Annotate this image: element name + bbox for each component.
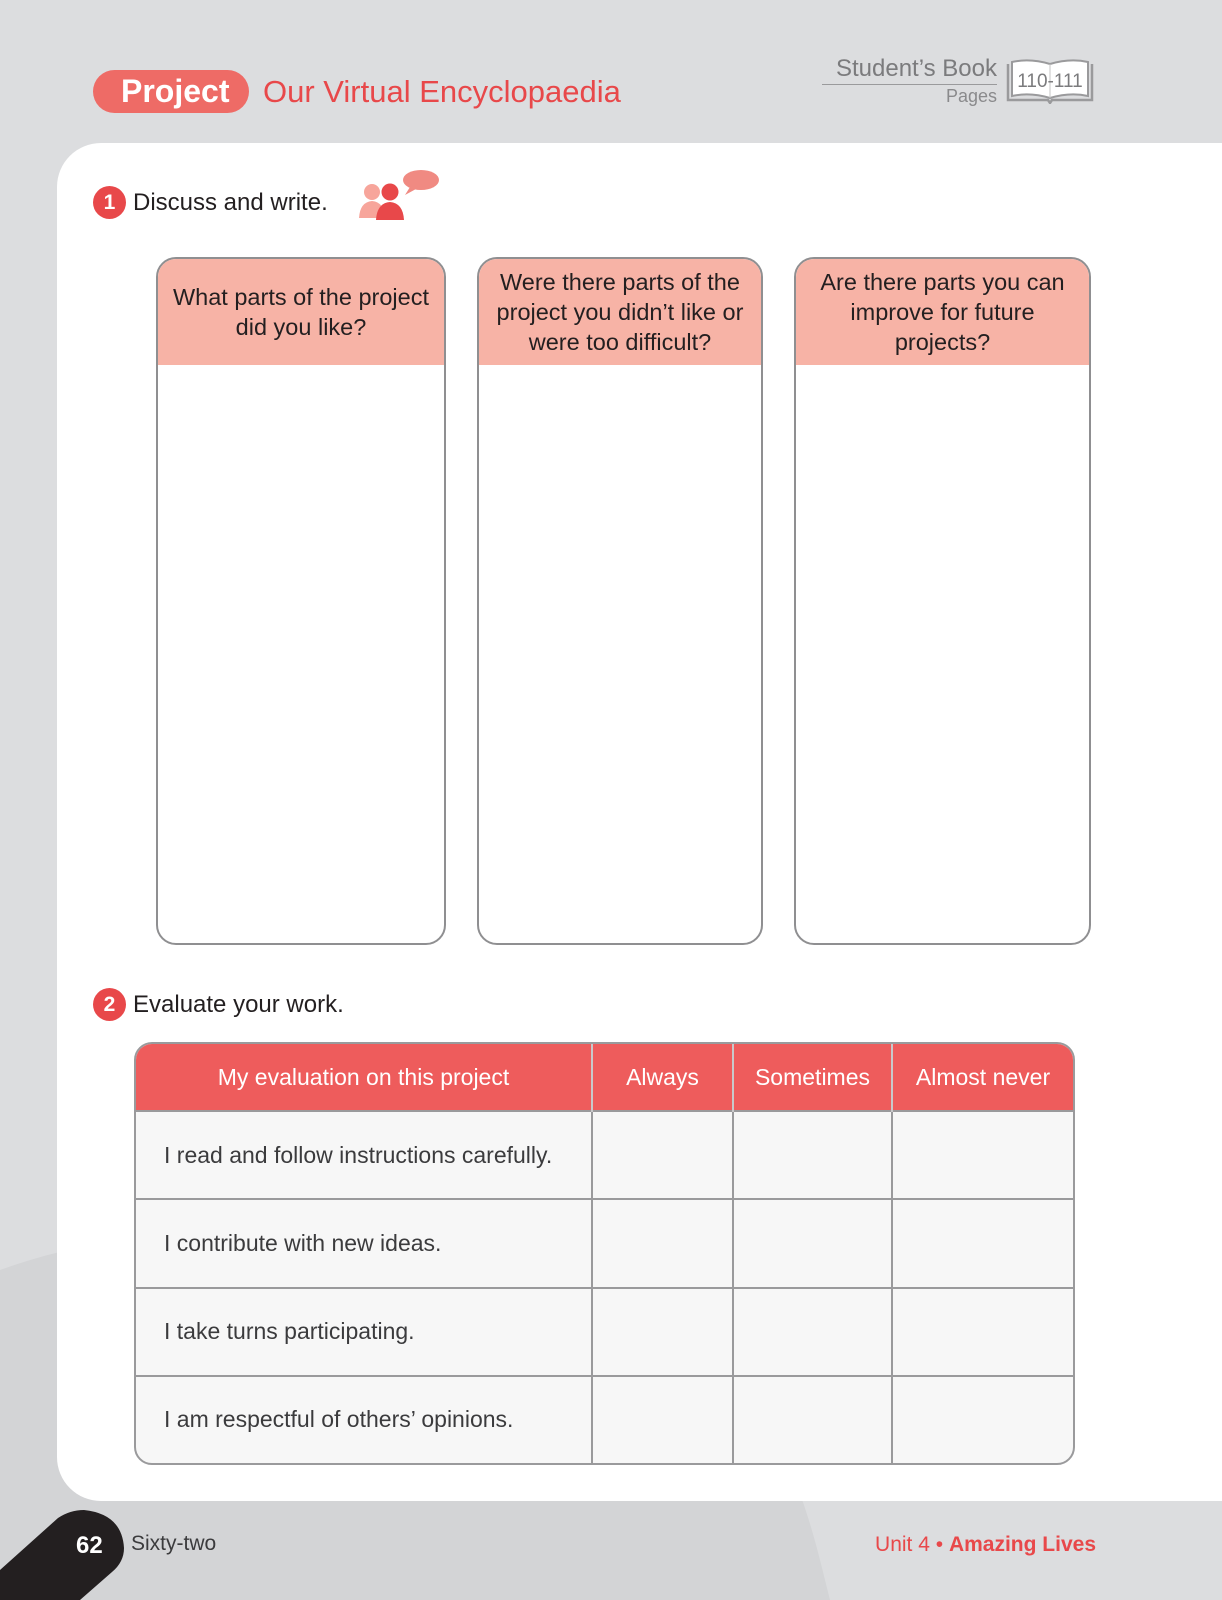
- project-label: Project: [93, 70, 249, 113]
- students-book-label: Student’s Book: [822, 55, 997, 85]
- always-cell[interactable]: [592, 1376, 733, 1463]
- pages-label: Pages: [945, 86, 997, 106]
- section-2-heading: [93, 988, 344, 1021]
- almost-never-cell[interactable]: [892, 1111, 1073, 1199]
- column-header-sometimes: Sometimes: [733, 1044, 892, 1111]
- criteria-cell: I read and follow instructions carefully.: [136, 1111, 592, 1199]
- section-2-instruction: Evaluate your work.: [133, 990, 344, 1018]
- always-cell[interactable]: [592, 1111, 733, 1199]
- criteria-cell: I take turns participating.: [136, 1288, 592, 1376]
- table-row: [136, 1199, 1073, 1287]
- section-number-badge: 2: [93, 988, 126, 1021]
- sometimes-cell[interactable]: [733, 1288, 892, 1376]
- question-header: What parts of the project did you like?: [158, 259, 444, 365]
- page-number: 62: [76, 1532, 103, 1559]
- unit-label: [875, 1533, 1096, 1557]
- question-column-disliked: [477, 257, 763, 945]
- question-header: Are there parts you can improve for future projects?: [796, 259, 1089, 365]
- question-column-improve: [794, 257, 1091, 945]
- pages-range: 110-111: [1017, 71, 1083, 92]
- students-book-reference: [822, 55, 997, 107]
- sometimes-cell[interactable]: [733, 1199, 892, 1287]
- project-title: Our Virtual Encyclopaedia: [263, 74, 621, 109]
- table-row: [136, 1376, 1073, 1463]
- question-header: Were there parts of the project you didn’t like or were too difficult?: [479, 259, 761, 365]
- sometimes-cell[interactable]: [733, 1376, 892, 1463]
- almost-never-cell[interactable]: [892, 1199, 1073, 1287]
- evaluation-table: [134, 1042, 1075, 1465]
- question-column-liked: [156, 257, 446, 945]
- section-number-badge: 1: [93, 186, 126, 219]
- almost-never-cell[interactable]: [892, 1376, 1073, 1463]
- table-header-row: [136, 1044, 1073, 1111]
- column-header-criteria: My evaluation on this project: [136, 1044, 592, 1111]
- page-number-tab: [0, 1510, 130, 1600]
- almost-never-cell[interactable]: [892, 1288, 1073, 1376]
- open-book-icon: [1004, 58, 1096, 104]
- table-row: [136, 1288, 1073, 1376]
- discussion-people-icon: [358, 168, 440, 220]
- answer-area[interactable]: [479, 365, 761, 945]
- page-number-words: Sixty-two: [131, 1532, 217, 1555]
- section-1-heading: [93, 186, 328, 219]
- unit-title: Amazing Lives: [948, 1533, 1096, 1556]
- criteria-cell: I am respectful of others’ opinions.: [136, 1376, 592, 1463]
- always-cell[interactable]: [592, 1199, 733, 1287]
- answer-area[interactable]: [158, 365, 444, 945]
- always-cell[interactable]: [592, 1288, 733, 1376]
- criteria-cell: I contribute with new ideas.: [136, 1199, 592, 1287]
- table-row: [136, 1111, 1073, 1199]
- sometimes-cell[interactable]: [733, 1111, 892, 1199]
- section-1-instruction: Discuss and write.: [133, 188, 328, 216]
- column-header-always: Always: [592, 1044, 733, 1111]
- column-header-almost-never: Almost never: [892, 1044, 1073, 1111]
- answer-area[interactable]: [796, 365, 1089, 945]
- unit-separator: •: [935, 1533, 944, 1556]
- unit-number: Unit 4: [875, 1533, 930, 1556]
